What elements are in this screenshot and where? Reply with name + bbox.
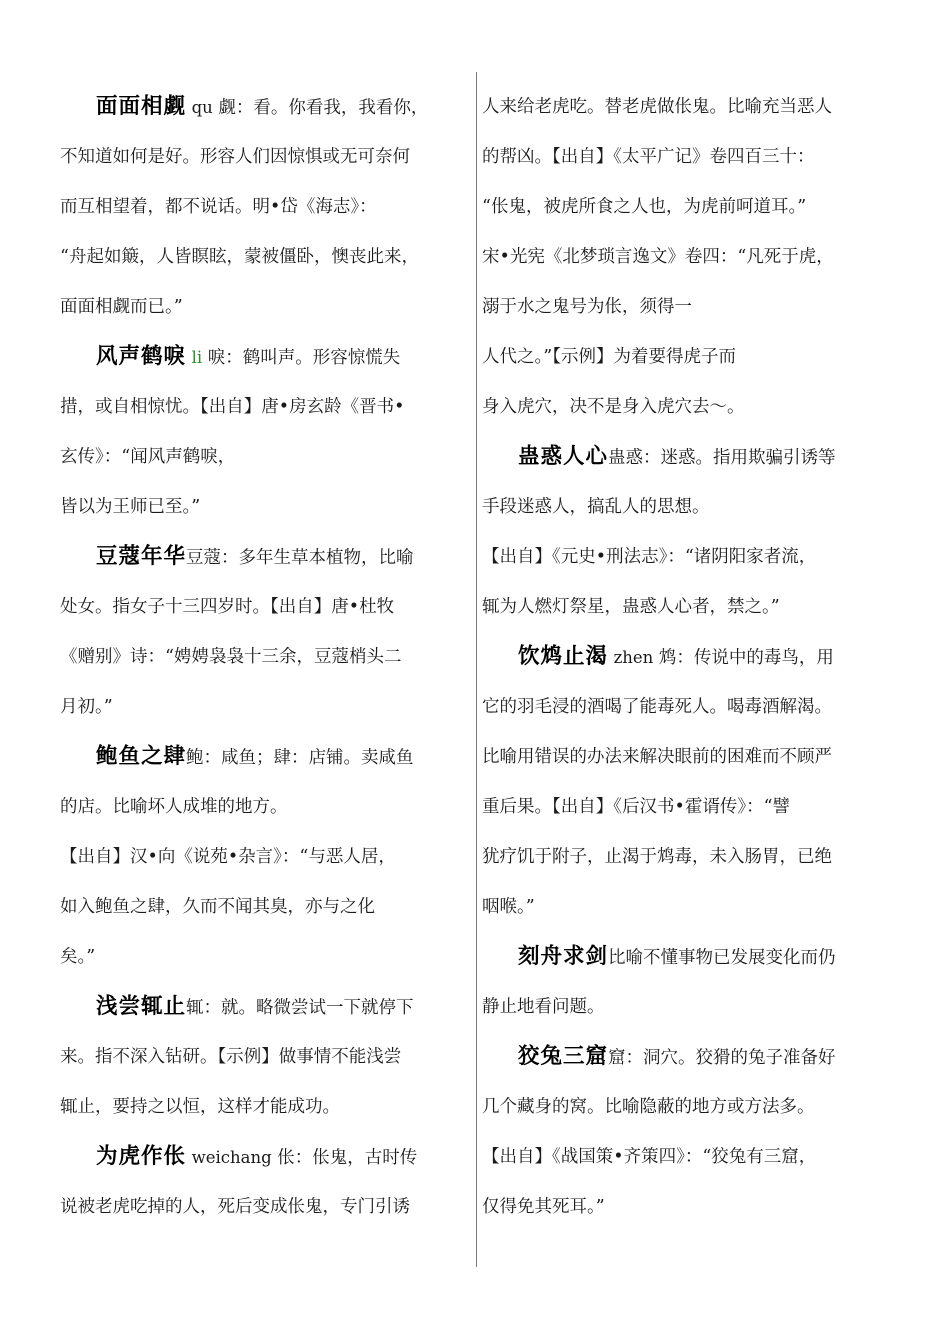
idiom-heading: 饮鸩止渴 [518, 644, 609, 669]
text-line [482, 832, 892, 882]
text-line [482, 232, 892, 282]
definition-text: 觑：看。你看我，我看你， [218, 98, 429, 118]
text-line [60, 132, 470, 182]
text-line [60, 582, 470, 632]
text-line [482, 1132, 892, 1182]
line-text: 来。指不深入钻研。【示例】做事情不能浅尝 [60, 1047, 402, 1067]
text-line [482, 132, 892, 182]
idiom-entry-line [60, 982, 470, 1032]
pinyin-text: weichang [191, 1148, 272, 1167]
idiom-heading: 鲍鱼之肆 [96, 744, 187, 769]
idiom-heading: 蛊惑人心 [518, 444, 609, 469]
line-text: 【出自】汉•向《说苑•杂言》：“与恶人居， [60, 847, 396, 867]
line-text: 面面相觑而已。” [60, 297, 183, 317]
definition-text: 唳：鹤叫声。形容惊慌失 [207, 348, 401, 368]
text-line [482, 682, 892, 732]
text-line [60, 682, 470, 732]
idiom-heading: 刻舟求剑 [518, 944, 609, 969]
line-text: 宋•光宪《北梦琐言逸文》卷四：“凡死于虎， [482, 247, 834, 267]
definition-text: 鸩：传说中的毒鸟，用 [658, 648, 834, 668]
line-text: 的帮凶。【出自】《太平广记》卷四百三十： [482, 147, 815, 167]
idiom-entry-line [482, 432, 892, 482]
definition-text: 鲍：咸鱼；肆：店铺。卖咸鱼 [186, 748, 414, 768]
text-line [60, 632, 470, 682]
pinyin-text: qu [191, 98, 213, 117]
definition-text: 辄：就。略微尝试一下就停下 [186, 998, 414, 1018]
text-line [482, 582, 892, 632]
line-text: 辄止，要持之以恒，这样才能成功。 [60, 1097, 340, 1117]
line-text: 【出自】《元史•刑法志》：“诸阴阳家者流， [482, 547, 817, 567]
text-line [60, 182, 470, 232]
text-line [482, 1182, 892, 1232]
line-text: “舟起如簸，人皆瞑眩，蒙被僵卧，懊丧此来， [60, 247, 419, 267]
line-text: 辄为人燃灯祭星，蛊惑人心者，禁之。” [482, 597, 780, 617]
line-text: 矣。” [60, 947, 96, 967]
right-column [482, 82, 892, 1232]
pinyin-text: li [191, 348, 203, 367]
text-line [482, 382, 892, 432]
text-line [60, 1182, 470, 1232]
text-line [482, 882, 892, 932]
pinyin-text: zhen [613, 648, 654, 667]
idiom-entry-line [60, 732, 470, 782]
idiom-entry-line [60, 532, 470, 582]
definition-text: 蛊惑：迷惑。指用欺骗引诱等 [608, 448, 836, 468]
line-text: 人代之。”【示例】为着要得虎子而 [482, 347, 736, 367]
idiom-heading: 豆蔻年华 [96, 544, 187, 569]
line-text: 的店。比喻坏人成堆的地方。 [60, 797, 288, 817]
idiom-entry-line [482, 932, 892, 982]
text-line [482, 82, 892, 132]
text-line [60, 882, 470, 932]
text-line [482, 532, 892, 582]
line-text: 而互相望着，都不说话。明•岱《海志》： [60, 197, 377, 217]
text-line [60, 282, 470, 332]
text-line [482, 282, 892, 332]
line-text: 如入鲍鱼之肆，久而不闻其臭，亦与之化 [60, 897, 375, 917]
line-text: 静止地看问题。 [482, 997, 605, 1017]
text-line [60, 832, 470, 882]
definition-text: 伥：伥鬼，古时传 [277, 1148, 418, 1168]
idiom-heading: 为虎作伥 [96, 1144, 187, 1169]
line-text: 措，或自相惊忧。【出自】唐•房玄龄《晋书• [60, 397, 405, 417]
text-line [60, 432, 470, 482]
line-text: 犹疗饥于附子，止渴于鸩毒，未入肠胃，已绝 [482, 847, 832, 867]
line-text: 重后果。【出自】《后汉书•霍谞传》：“譬 [482, 797, 791, 817]
text-line [60, 382, 470, 432]
text-line [60, 932, 470, 982]
text-line [482, 182, 892, 232]
line-text: 《赠别》诗：“娉娉袅袅十三余，豆蔻梢头二 [60, 647, 402, 667]
line-text: 比喻用错误的办法来解决眼前的困难而不顾严 [482, 747, 832, 767]
line-text: 处女。指女子十三四岁时。【出自】唐•杜牧 [60, 597, 395, 617]
idiom-entry-line [60, 332, 470, 382]
idiom-heading: 狡兔三窟 [518, 1044, 609, 1069]
idiom-entry-line [482, 632, 892, 682]
text-line [60, 232, 470, 282]
idiom-entry-line [482, 1032, 892, 1082]
line-text: 【出自】《战国策•齐策四》：“狡兔有三窟， [482, 1147, 817, 1167]
text-line [60, 1032, 470, 1082]
text-line [482, 482, 892, 532]
idiom-entry-line [60, 82, 470, 132]
idiom-entry-line [60, 1132, 470, 1182]
line-text: 仅得免其死耳。” [482, 1197, 605, 1217]
left-column [60, 82, 470, 1232]
definition-text: 比喻不懂事物已发展变化而仍 [608, 948, 836, 968]
line-text: 手段迷惑人，搞乱人的思想。 [482, 497, 710, 517]
text-line [482, 782, 892, 832]
line-text: 皆以为王师已至。” [60, 497, 201, 517]
line-text: 月初。” [60, 697, 113, 717]
idiom-heading: 浅尝辄止 [96, 994, 187, 1019]
definition-text: 窟：洞穴。狡猾的兔子准备好 [608, 1048, 836, 1068]
text-line [60, 482, 470, 532]
text-line [482, 732, 892, 782]
text-line [60, 1082, 470, 1132]
line-text: 身入虎穴，决不是身入虎穴去〜。 [482, 397, 745, 417]
column-divider [476, 72, 477, 1267]
line-text: 玄传》：“闻风声鹤唳， [60, 447, 236, 467]
definition-text: 豆蔻：多年生草本植物，比喻 [186, 548, 414, 568]
line-text: 人来给老虎吃。替老虎做伥鬼。比喻充当恶人 [482, 97, 832, 117]
text-line [482, 1082, 892, 1132]
line-text: “伥鬼，被虎所食之人也，为虎前呵道耳。” [482, 197, 807, 217]
text-line [60, 782, 470, 832]
text-line [482, 332, 892, 382]
text-line [482, 982, 892, 1032]
line-text: 几个藏身的窝。比喻隐蔽的地方或方法多。 [482, 1097, 815, 1117]
idiom-heading: 风声鹤唳 [96, 344, 187, 369]
line-text: 说被老虎吃掉的人，死后变成伥鬼，专门引诱 [60, 1197, 410, 1217]
line-text: 溺于水之鬼号为伥，须得一 [482, 297, 692, 317]
line-text: 它的羽毛浸的酒喝了能毒死人。喝毒酒解渴。 [482, 697, 832, 717]
line-text: 不知道如何是好。形容人们因惊惧或无可奈何 [60, 147, 410, 167]
line-text: 咽喉。” [482, 897, 535, 917]
idiom-heading: 面面相觑 [96, 94, 187, 119]
